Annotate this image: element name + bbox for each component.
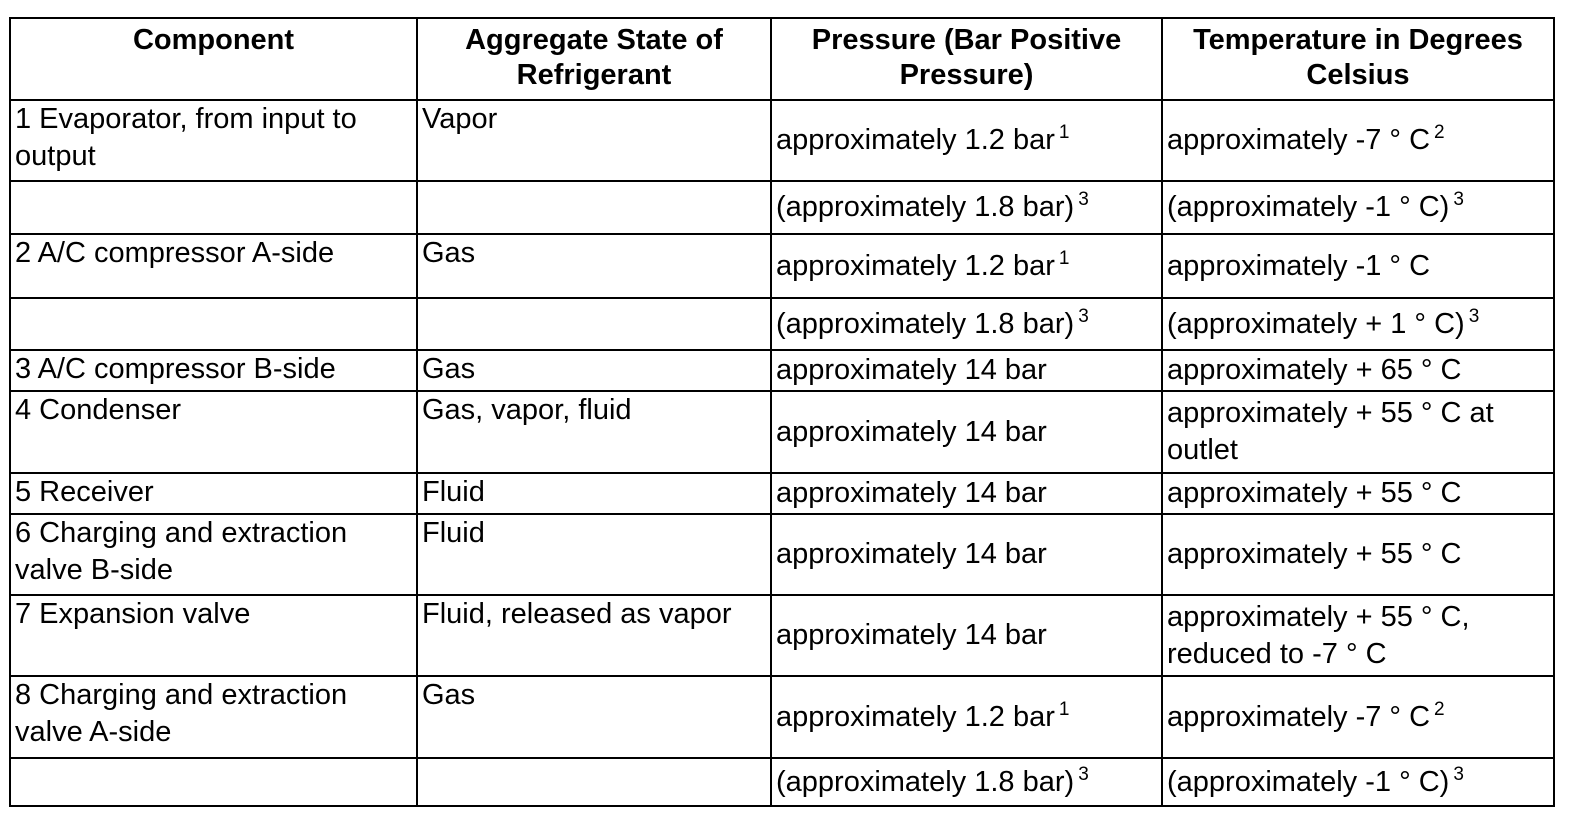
temperature-cell-text: approximately + 55 ° C at outlet	[1167, 397, 1494, 466]
aggregate-state-cell-text: Fluid	[422, 476, 485, 508]
pressure-cell-text: (approximately 1.8 bar)	[776, 191, 1075, 223]
table-row	[10, 234, 1554, 298]
component-cell-text: 2 A/C compressor A-side	[15, 237, 335, 269]
aggregate-state-cell-text: Gas	[422, 679, 476, 711]
footnote-marker: 2	[1434, 122, 1445, 143]
table-row	[10, 391, 1554, 473]
pressure-cell-text: approximately 1.2 bar	[776, 249, 1055, 282]
component-cell-text: 7 Expansion valve	[15, 598, 251, 630]
footnote-marker: 3	[1078, 763, 1089, 785]
temperature-cell	[1162, 758, 1554, 806]
table-row	[10, 181, 1554, 234]
component-cell-text: 6 Charging and extraction valve B-side	[15, 517, 348, 586]
table-row	[10, 100, 1554, 181]
aggregate-state-cell	[417, 298, 771, 350]
aggregate-state-cell	[417, 595, 771, 676]
component-cell	[10, 758, 417, 806]
temperature-cell	[1162, 595, 1554, 676]
table-row	[10, 350, 1554, 391]
pressure-cell	[771, 350, 1162, 391]
pressure-cell	[771, 595, 1162, 676]
header-row	[10, 18, 1554, 100]
header-pressure: Pressure (Bar Positive Pressure)	[771, 18, 1162, 100]
component-cell	[10, 514, 417, 595]
component-cell	[10, 391, 417, 473]
pressure-cell-text: approximately 14 bar	[776, 619, 1047, 651]
temperature-cell-text: approximately -7 ° C	[1167, 700, 1431, 733]
footnote-marker: 1	[1058, 247, 1070, 269]
aggregate-state-cell-text: Fluid, released as vapor	[422, 598, 732, 630]
table-row	[10, 676, 1554, 758]
footnote-marker: 3	[1078, 305, 1089, 327]
component-cell-text: 4 Condenser	[15, 394, 182, 426]
footnote-marker: 3	[1468, 305, 1480, 327]
temperature-cell	[1162, 234, 1554, 298]
component-cell	[10, 298, 417, 350]
temperature-cell-text: approximately + 55 ° C	[1167, 477, 1462, 509]
component-cell	[10, 676, 417, 758]
temperature-cell	[1162, 391, 1554, 473]
temperature-cell	[1162, 676, 1554, 758]
pressure-cell	[771, 391, 1162, 473]
pressure-cell-text: approximately 14 bar	[776, 415, 1047, 448]
header-component: Component	[10, 18, 417, 100]
footnote-marker: 3	[1078, 189, 1089, 210]
table-header	[10, 18, 1554, 100]
component-cell	[10, 595, 417, 676]
aggregate-state-cell	[417, 234, 771, 298]
pressure-cell-text: (approximately 1.8 bar)	[776, 765, 1075, 798]
pressure-cell	[771, 181, 1162, 234]
aggregate-state-cell-text: Gas, vapor, fluid	[422, 394, 632, 426]
pressure-cell	[771, 676, 1162, 758]
table-row	[10, 514, 1554, 595]
aggregate-state-cell	[417, 100, 771, 181]
pressure-cell	[771, 100, 1162, 181]
pressure-cell	[771, 234, 1162, 298]
component-cell	[10, 234, 417, 298]
aggregate-state-cell-text: Gas	[422, 237, 476, 269]
aggregate-state-cell	[417, 350, 771, 391]
temperature-cell-text: approximately + 55 ° C	[1167, 538, 1462, 570]
table-row	[10, 473, 1554, 514]
temperature-cell	[1162, 298, 1554, 350]
footnote-marker: 1	[1058, 698, 1070, 720]
table-row	[10, 595, 1554, 676]
pressure-cell	[771, 473, 1162, 514]
temperature-cell	[1162, 473, 1554, 514]
temperature-cell	[1162, 350, 1554, 391]
aggregate-state-cell	[417, 473, 771, 514]
pressure-cell	[771, 514, 1162, 595]
temperature-cell	[1162, 514, 1554, 595]
header-temperature: Temperature in Degrees Celsius	[1162, 18, 1554, 100]
temperature-cell-text: (approximately + 1 ° C)	[1167, 307, 1465, 340]
refrigerant-table-container	[9, 17, 1555, 807]
pressure-cell	[771, 758, 1162, 806]
aggregate-state-cell	[417, 514, 771, 595]
refrigerant-circuit-table	[9, 17, 1555, 807]
aggregate-state-cell	[417, 391, 771, 473]
pressure-cell-text: approximately 1.2 bar	[776, 700, 1055, 733]
table-row	[10, 758, 1554, 806]
component-cell	[10, 100, 417, 181]
component-cell-text: 8 Charging and extraction valve A-side	[15, 679, 348, 748]
aggregate-state-cell	[417, 676, 771, 758]
temperature-cell-text: (approximately -1 ° C)	[1167, 191, 1450, 223]
temperature-cell-text: approximately -7 ° C	[1167, 124, 1431, 156]
temperature-cell	[1162, 100, 1554, 181]
temperature-cell-text: approximately + 55 ° C, reduced to -7 ° C	[1167, 600, 1470, 670]
component-cell	[10, 350, 417, 391]
component-cell	[10, 473, 417, 514]
footnote-marker: 3	[1453, 189, 1464, 210]
pressure-cell-text: approximately 14 bar	[776, 354, 1047, 386]
temperature-cell-text: approximately -1 ° C	[1167, 249, 1431, 282]
aggregate-state-cell-text: Gas	[422, 353, 476, 385]
footnote-marker: 1	[1058, 122, 1070, 143]
component-cell-text: 1 Evaporator, from input to output	[15, 103, 357, 172]
table-row	[10, 298, 1554, 350]
pressure-cell-text: approximately 14 bar	[776, 477, 1047, 509]
aggregate-state-cell	[417, 758, 771, 806]
temperature-cell-text: approximately + 65 ° C	[1167, 354, 1462, 386]
aggregate-state-cell-text: Vapor	[422, 103, 498, 135]
aggregate-state-cell-text: Fluid	[422, 517, 485, 549]
aggregate-state-cell	[417, 181, 771, 234]
footnote-marker: 2	[1434, 698, 1445, 720]
pressure-cell-text: (approximately 1.8 bar)	[776, 307, 1075, 340]
header-aggregate-state: Aggregate State of Refrigerant	[417, 18, 771, 100]
temperature-cell-text: (approximately -1 ° C)	[1167, 765, 1450, 798]
component-cell-text: 5 Receiver	[15, 476, 154, 508]
component-cell	[10, 181, 417, 234]
pressure-cell-text: approximately 1.2 bar	[776, 124, 1055, 156]
temperature-cell	[1162, 181, 1554, 234]
component-cell-text: 3 A/C compressor B-side	[15, 353, 336, 385]
table-body	[10, 100, 1554, 806]
pressure-cell-text: approximately 14 bar	[776, 538, 1047, 570]
footnote-marker: 3	[1453, 763, 1464, 785]
pressure-cell	[771, 298, 1162, 350]
